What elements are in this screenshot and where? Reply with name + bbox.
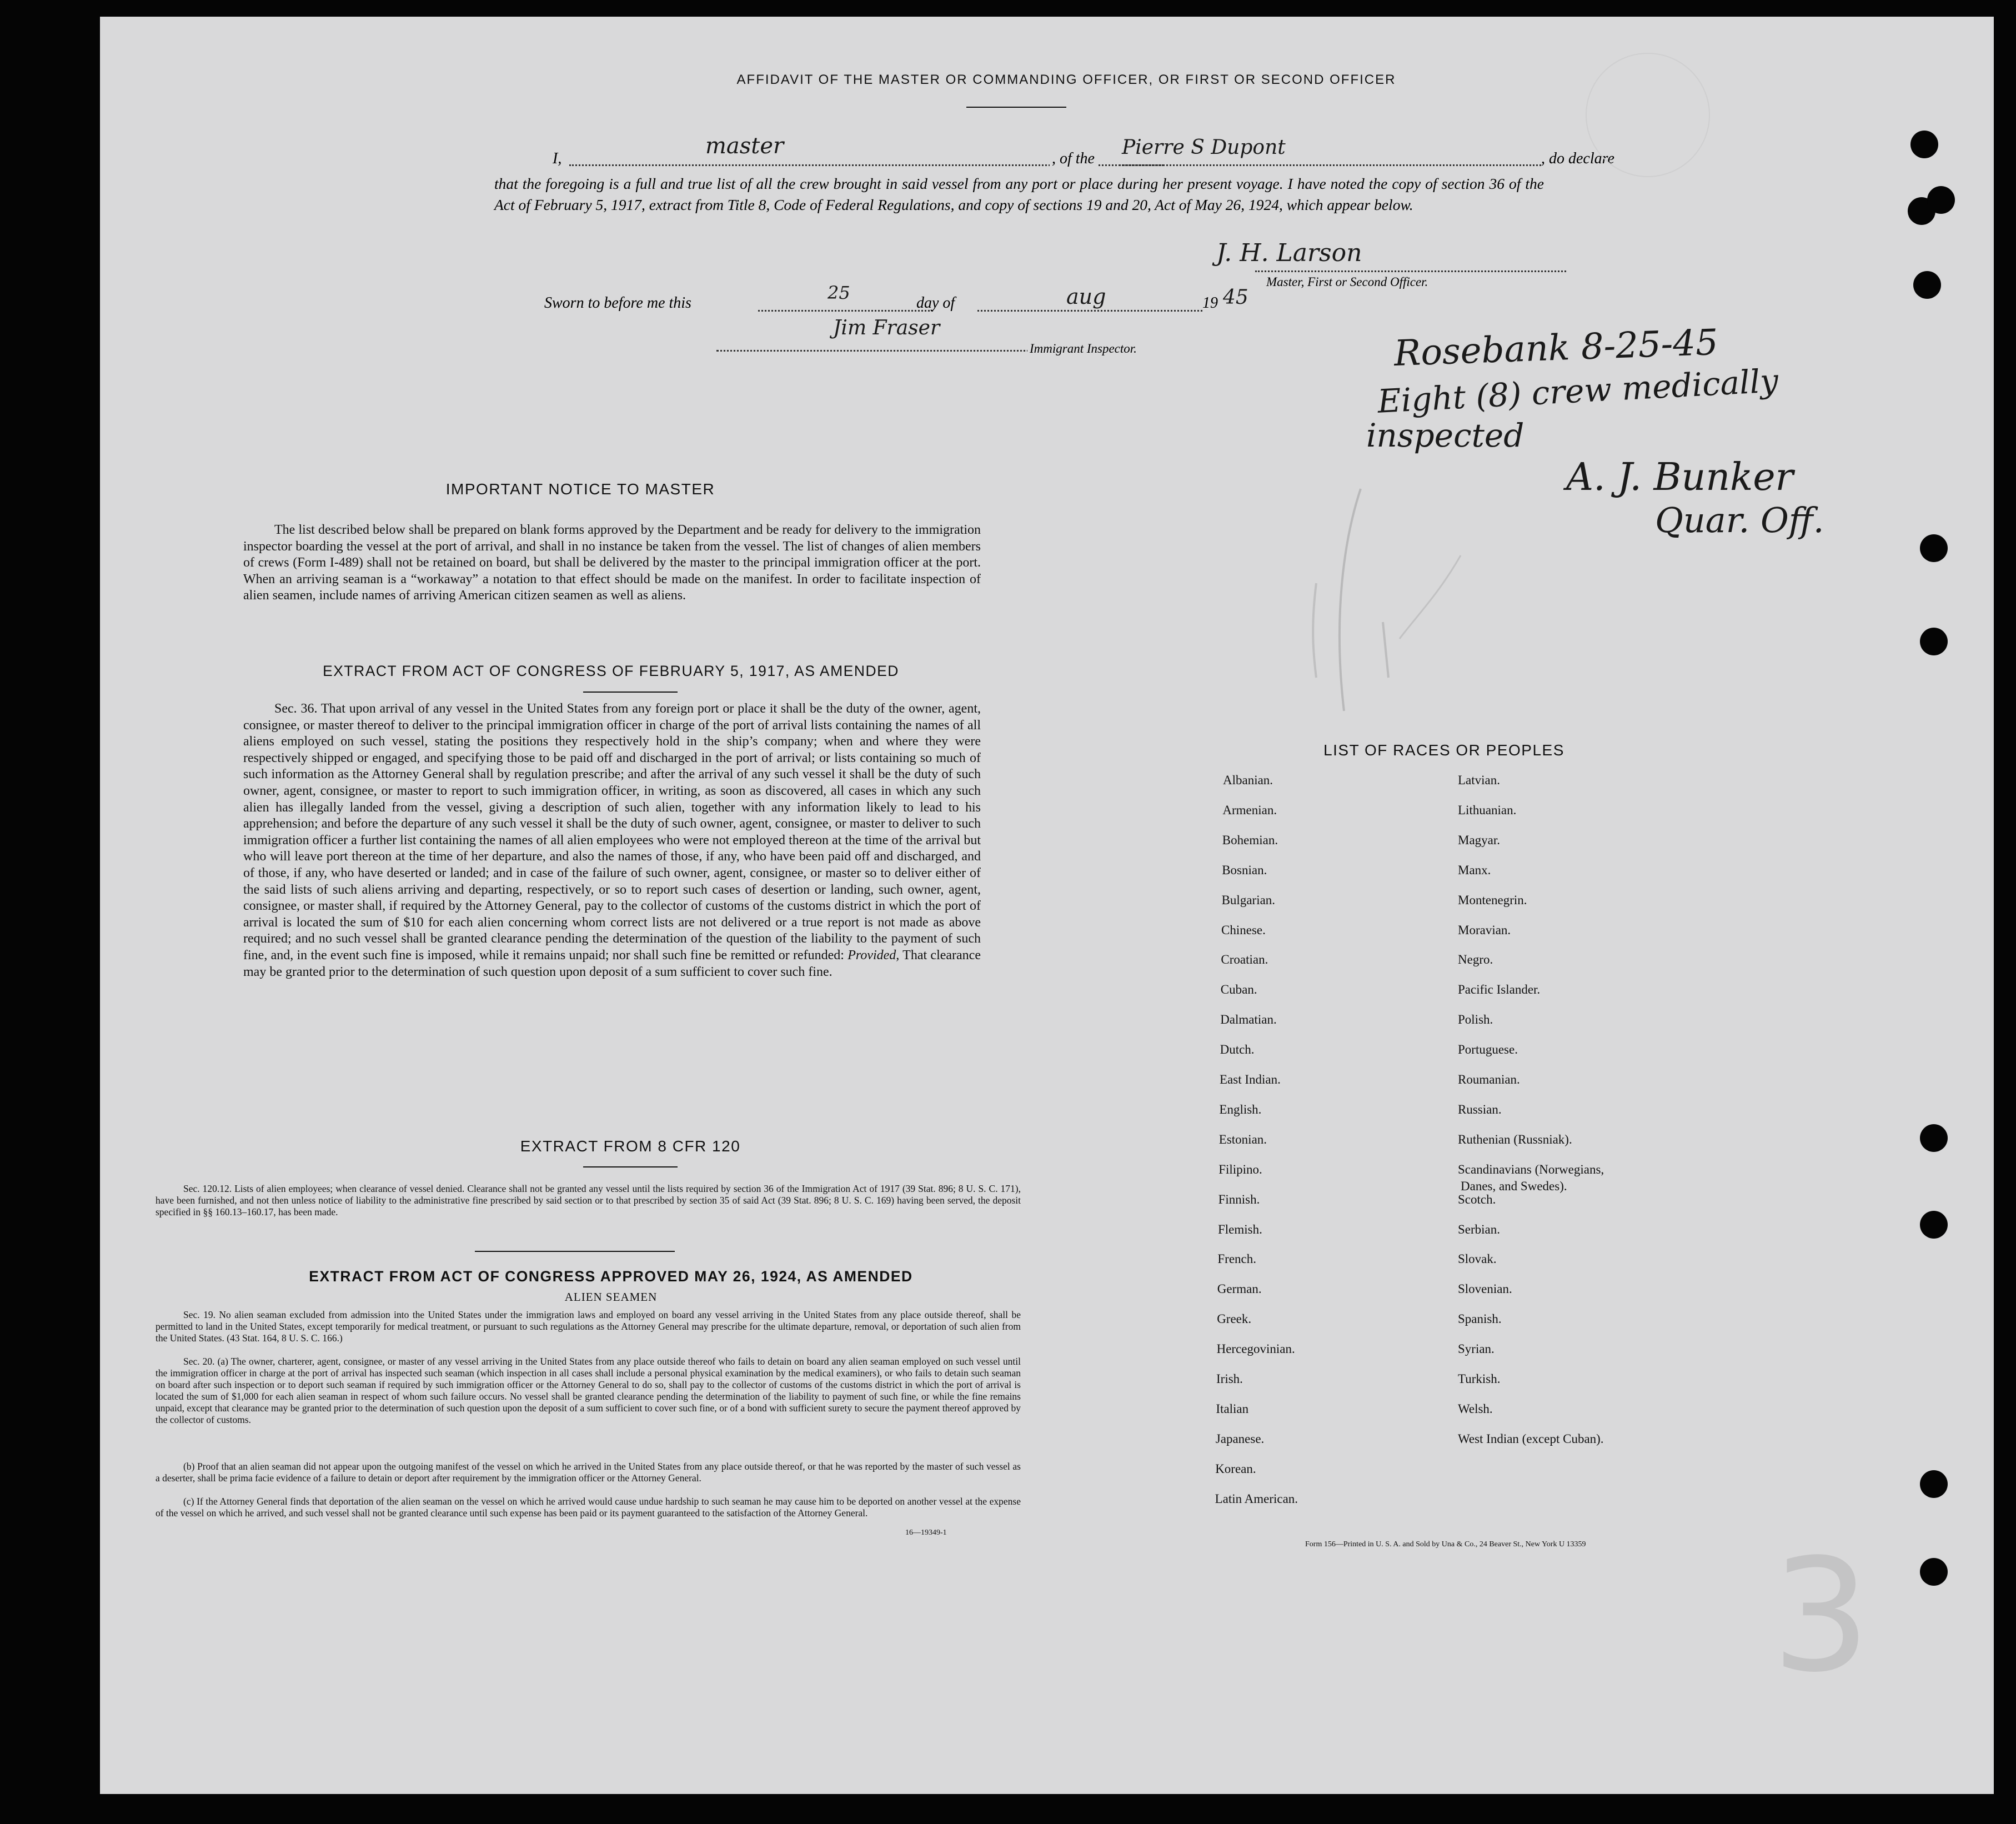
day-of-label: day of [916, 294, 955, 312]
document-sheet [100, 17, 1994, 1794]
race-item: Danes, and Swedes). [1461, 1179, 1567, 1193]
quarantine-officer-title: Quar. Off. [1655, 500, 1824, 540]
race-item: Dutch. [1220, 1043, 1255, 1057]
master-caption: Master, First or Second Officer. [1266, 275, 1428, 289]
race-item: Russian. [1458, 1102, 1502, 1116]
extract1917-heading: EXTRACT FROM ACT OF CONGRESS OF FEBRUARY 5, 1917, AS AMENDED [323, 663, 899, 679]
race-item: Estonian. [1218, 1132, 1267, 1146]
extract1924-sec20b: (b) Proof that an alien seaman did not appear upon the outgoing manifest of the vessel on which he arrived in the United States from any place outside thereof, or that he was reported by the master of such vessel as a deserter, shall be prima facie evidence of a failure to detain or deport after requirement by the immigration officer or the Attorney General. [156, 1461, 1021, 1484]
cfr-bottom-rule [475, 1251, 675, 1252]
extract1924-sec19: Sec. 19. No alien seaman excluded from admission into the United States under the immigration laws and employed on board any vessel arriving in the United States from any place outside thereof, shall be permitted to land in the United States, except temporarily for medical treatment, or pursuant to such regulations as the Attorney General may prescribe for the ultimate departure, removal, or deportation of such alien from the United States. (43 Stat. 164, 8 U. S. C. 166.) [156, 1309, 1021, 1344]
race-item: Dalmatian. [1220, 1013, 1277, 1027]
race-item: Portuguese. [1458, 1043, 1518, 1057]
race-item: Irish. [1216, 1372, 1243, 1386]
quarantine-note-line3: inspected [1366, 417, 1524, 454]
printer-code: 16—19349-1 [905, 1529, 947, 1537]
race-item: German. [1217, 1282, 1262, 1296]
year-prefix: 19 [1202, 294, 1218, 312]
page-number-handwritten: 3 [1772, 1526, 1871, 1707]
cfr-text: Sec. 120.12. Lists of alien employees; when clearance of vessel denied. Clearance shall not be granted any vessel until the lists required by section 36 of the Immigration Act of 1917 (39 Stat. 896; 8 U. S. C. 171), have been furnished, and not then unless notice of liability to the administrative fine prescribed by said section or to that prescribed by section 35 of said Act (39 Stat. 896; 8 U. S. C. 169) having been served, the deposit specified in §§ 160.13–160.17, has been made. [156, 1183, 1021, 1217]
race-item: Chinese. [1221, 923, 1266, 937]
race-item: East Indian. [1220, 1073, 1281, 1086]
extract1917-text [243, 701, 981, 980]
race-item: Turkish. [1458, 1372, 1501, 1386]
quarantine-officer-signature: A. J. Bunker [1566, 455, 1794, 499]
sworn-day-handwritten: 25 [828, 282, 850, 303]
race-item: Bulgarian. [1221, 893, 1276, 907]
inspector-signature: Jim Fraser [833, 317, 940, 339]
master-name-handwritten: master [705, 133, 784, 159]
race-item: West Indian (except Cuban). [1458, 1431, 1604, 1446]
extract1917-text-part1: Sec. 36. That upon arrival of any vessel in the United States from any foreign port or place it shall be the duty of the owner, agent, consignee, or master thereof to deliver to the principal immigration officer in charge of the port of arrival lists containing the names of all aliens employed on such vessel, stating the positions they respectively hold in the ship’s company; when and where they were respectively shipped or engaged, and specifying those to be paid off and discharged in the port of arrival; or lists containing so much of such information as the Attorney General shall by regulation prescribe; and after the arrival of any such vessel it shall be the duty of such owner, agent, consignee, or master to report to such immigration officer, in writing, as soon as discovered, all cases in which any such alien has illegally landed from the vessel, giving a description of such alien, together with any information likely to lead to his apprehension; and before the departure of any such vessel it shall be the duty of such owner, agent, consignee, or master to deliver to such immigration officer a further list containing the names of all alien employees who were not employed thereon at the time of the arrival but who will leave port thereon at the time of her departure, and also the names of those, if any, who have been paid off and discharged, and of those, if any, who have deserted or landed; and in case of the failure of such owner, agent, consignee, or master so to deliver either of the said lists of such aliens arriving and departing, respectively, or so to report such cases of desertion or landing, such owner, agent, consignee, or master shall, if required by the Attorney General, pay to the collector of customs of the customs district in which the port of arrival is located the sum of $10 for each alien concerning whom correct lists are not delivered or a true report is not made as above required; and no such vessel shall be granted clearance pending the determination of the question of the liability to the payment of such fine, and, in the event such fine is imposed, while it remains unpaid; nor shall such fine be remitted or refunded: [243, 701, 981, 963]
affidavit-i-label: I, [553, 150, 562, 167]
cfr-rule [583, 1166, 678, 1167]
pencil-marks [1294, 472, 1627, 750]
race-item: Ruthenian (Russniak). [1458, 1132, 1572, 1146]
punch-hole [1927, 186, 1955, 214]
race-item: Hercegovinian. [1216, 1342, 1295, 1356]
punch-hole [1920, 628, 1948, 655]
notice-heading: IMPORTANT NOTICE TO MASTER [445, 480, 715, 498]
race-item: Negro. [1458, 953, 1493, 967]
race-item: Roumanian. [1458, 1073, 1520, 1086]
race-item: Albanian. [1223, 773, 1273, 787]
race-item: Spanish. [1458, 1312, 1502, 1326]
race-item: Pacific Islander. [1458, 983, 1541, 997]
race-item: Armenian. [1222, 803, 1277, 817]
extract1924-heading: EXTRACT FROM ACT OF CONGRESS APPROVED MAY 26, 1924, AS AMENDED [309, 1268, 913, 1285]
sworn-month-handwritten: aug [1066, 284, 1106, 309]
race-item: Serbian. [1458, 1222, 1501, 1236]
punch-hole [1920, 1124, 1948, 1152]
inspector-caption: Immigrant Inspector. [1027, 342, 1139, 356]
race-item: Flemish. [1218, 1222, 1262, 1236]
race-item: Bosnian. [1222, 863, 1267, 877]
sworn-day-blank [758, 310, 933, 312]
race-item: Latvian. [1458, 773, 1500, 787]
sworn-month-blank [977, 310, 1202, 312]
punch-hole [1920, 534, 1948, 562]
punch-hole [1920, 1558, 1948, 1586]
extract1917-provided: Provided, [847, 948, 900, 963]
quarantine-note-line1: Rosebank 8-25-45 [1393, 322, 1719, 375]
vessel-name-handwritten: Pierre S Dupont [1122, 136, 1286, 159]
punch-hole [1920, 1470, 1948, 1498]
race-item: Syrian. [1458, 1342, 1495, 1356]
race-item: Montenegrin. [1458, 893, 1527, 907]
extract1924-sec20c: (c) If the Attorney General finds that deportation of the alien seaman on the vessel on which he arrived would cause undue hardship to such seaman he may cause him to be deported on another vessel at the expense of the vessel on which he arrived, and such vessel shall not be granted clearance until such expense has been paid or its payment guaranteed to the satisfaction of the Attorney General. [156, 1496, 1021, 1519]
affidavit-paragraph: that the foregoing is a full and true list of all the crew brought in said vessel from any port or place during her present voyage. I have noted the copy of section 36 of the Act of February 5, 1917, extract from Title 8, Code of Federal Regulations, and copy of sections 19 and 20, Act of May 26, 1924, which appear below. [494, 175, 1544, 213]
race-item: Welsh. [1458, 1401, 1493, 1416]
race-item: Filipino. [1218, 1162, 1262, 1176]
race-item: Lithuanian. [1458, 803, 1517, 817]
race-item: Polish. [1458, 1013, 1493, 1027]
of-the-label: , of the [1050, 150, 1097, 168]
race-item: Greek. [1217, 1312, 1252, 1326]
punch-hole [1920, 1211, 1948, 1239]
race-item: Japanese. [1215, 1431, 1265, 1446]
race-item: Scandinavians (Norwegians, [1458, 1162, 1604, 1176]
extract1924-subheading: ALIEN SEAMEN [564, 1290, 658, 1304]
master-signature-line [1255, 270, 1566, 272]
race-item: Korean. [1215, 1461, 1256, 1476]
race-item: Croatian. [1221, 953, 1268, 967]
race-item: English. [1219, 1102, 1262, 1116]
affidavit-title: AFFIDAVIT OF THE MASTER OR COMMANDING OFFICER, OR FIRST OR SECOND OFFICER [736, 72, 1396, 87]
do-declare-label: , do declare [1541, 150, 1614, 167]
notice-text: The list described below shall be prepared on blank forms approved by the Department and be ready for delivery to the immigration inspector boarding the vessel at the port of arrival, and shall in no instance be taken from the vessel. The list of changes of alien members of crews (Form I-489) shall not be retained on board, but shall be delivered by the master to the principal immigration officer at the port. When an arriving seaman is a “workaway” a notation to that effect should be made on the manifest. In order to facilitate inspection of alien seamen, include names of arriving American citizen seamen as well as aliens. [243, 523, 981, 603]
quarantine-note-line2: Eight (8) crew medically [1376, 362, 1779, 420]
race-item: Slovak. [1458, 1252, 1497, 1266]
race-item: Bohemian. [1222, 833, 1278, 847]
race-item: Finnish. [1218, 1192, 1260, 1206]
extract1917-rule [583, 691, 678, 693]
sworn-label: Sworn to before me this [544, 294, 691, 312]
race-item: Slovenian. [1458, 1282, 1512, 1296]
year-suffix-handwritten: 45 [1223, 286, 1248, 309]
race-item: Italian [1216, 1401, 1249, 1416]
cfr-heading: EXTRACT FROM 8 CFR 120 [520, 1138, 741, 1155]
punch-hole [1913, 271, 1941, 299]
punch-hole [1910, 131, 1938, 158]
race-item: Cuban. [1220, 983, 1257, 997]
title-rule [966, 107, 1066, 108]
race-item: Magyar. [1458, 833, 1501, 847]
extract1924-sec20a: Sec. 20. (a) The owner, charterer, agent, consignee, or master of any vessel arriving in the United States from any place outside thereof who fails to detain on board any alien seaman employed on such vessel until the immigration officer in charge at the port of arrival has inspected such seaman (which inspection in all cases shall include a personal physical examination by the medical examiners), or who fails to detain such seaman on board after such inspection or to deport such seaman if required by such immigration officer or the Attorney General to do so, shall pay to the collector of customs of the customs district in which the port of arrival is located the sum of $1,000 for each alien seaman in respect of whom such failure occurs. No vessel shall be granted clearance pending the determination of the liability to payment of such fine, or while the fine remains unpaid, except that clearance may be granted prior to the determination of such question upon the deposit of a sum sufficient to cover such fine, or of a bond with sufficient surety to secure the payment thereof approved by the collector of customs. [156, 1356, 1021, 1425]
races-heading: LIST OF RACES OR PEOPLES [1323, 741, 1564, 759]
faint-stamp [1586, 53, 1710, 177]
race-item: Latin American. [1215, 1491, 1298, 1506]
race-item: Moravian. [1458, 923, 1511, 937]
race-item: Scotch. [1458, 1192, 1496, 1206]
master-signature: J. H. Larson [1216, 239, 1362, 267]
vessel-blank [1119, 164, 1541, 166]
race-item: Manx. [1458, 863, 1491, 877]
form-footer: Form 156—Printed in U. S. A. and Sold by Una & Co., 24 Beaver St., New York U 13359 [1305, 1540, 1586, 1549]
race-item: French. [1217, 1252, 1257, 1266]
extract1917-text-part2: That clearance may be granted prior to the determination of such question upon deposit of a sum sufficient to cover such fine. [243, 948, 981, 979]
